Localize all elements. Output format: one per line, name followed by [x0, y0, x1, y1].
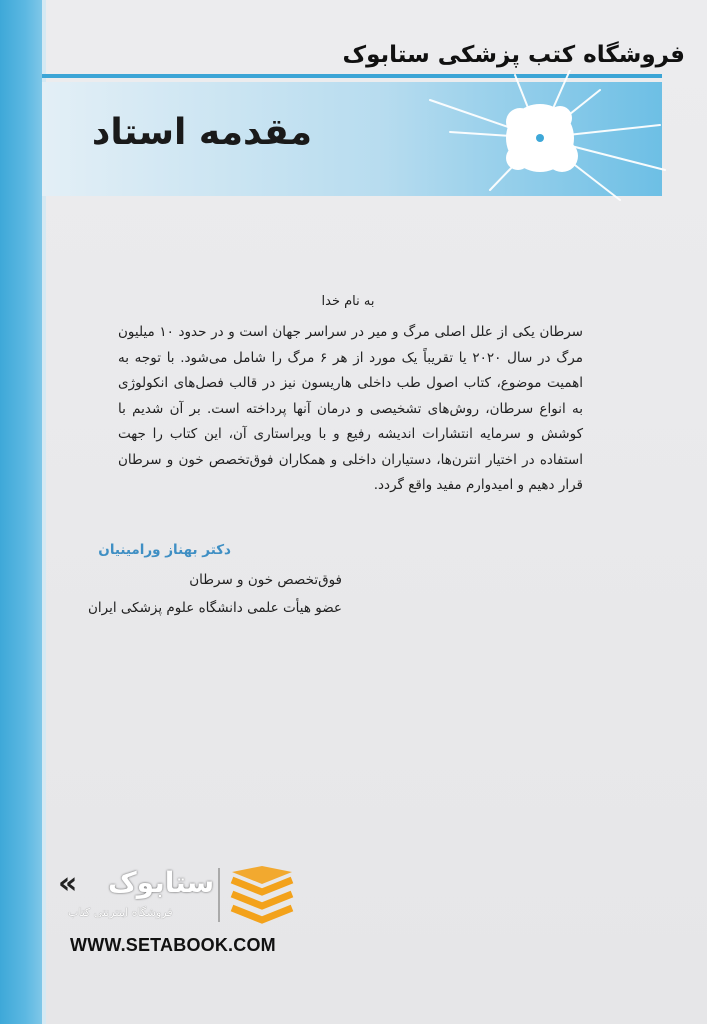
author-affiliation: عضو هیأت علمی دانشگاه علوم پزشکی ایران — [88, 600, 342, 616]
store-title: فروشگاه کتب پزشکی ستابوک — [342, 42, 685, 68]
section-title: مقدمه استاد — [91, 112, 312, 153]
website-url[interactable]: WWW.SETABOOK.COM — [70, 935, 276, 955]
logo-divider — [218, 868, 220, 922]
left-color-band — [0, 0, 42, 1024]
author-title: فوق‌تخصص خون و سرطان — [189, 572, 342, 588]
logo-tagline: فروشگاه اینترنتی کتاب — [68, 906, 173, 919]
splash-burst-graphic — [420, 70, 680, 210]
logo-arrows-icon: « — [58, 866, 70, 901]
author-name: دکتر بهناز ورامینیان — [98, 542, 231, 558]
logo-wordmark: ستابوک — [108, 866, 215, 899]
preface-paragraph: سرطان یکی از علل اصلی مرگ و میر در سراسر جهان است و در حدود ۱۰ میلیون مرگ در سال ۲۰۲۰ یا تقریباً یک مورد از هر ۶ مرگ را شامل می‌شود. با توجه به اهمیت موضوع، کتاب اصول طب داخلی هاریسون نیز در قالب فصل‌های انکولوژی به انواع سرطان، روش‌های تشخیصی و درمان آنها پرداخته است. بر آن شدیم با کوشش و سرمایه انتشارات اندیشه رفیع و با ویراستاری آن، این کتاب را جهت استفاده در اختیار انترن‌ها، دستیاران داخلی و همکاران فوق‌تخصص خون و سرطان قرار دهیم و امیدوارم مفید واقع گردد. — [118, 324, 583, 493]
book-stack-icon — [226, 866, 298, 926]
greeting-line: به نام خدا — [321, 294, 375, 309]
